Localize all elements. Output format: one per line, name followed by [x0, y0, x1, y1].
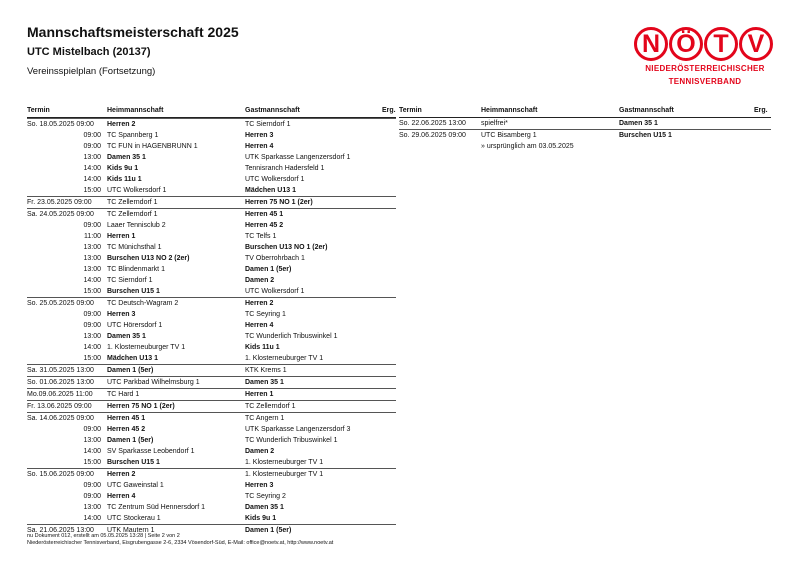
- cell-home: TC Münichsthal 1: [107, 244, 162, 251]
- cell-home: UTC Hörersdorf 1: [107, 322, 163, 329]
- cell-term: 14:00: [83, 165, 101, 172]
- cell-home: Herren 1: [107, 233, 136, 240]
- cell-term: 09:00: [83, 132, 101, 139]
- table-row: [399, 129, 771, 141]
- cell-guest: TC Seyring 2: [245, 493, 286, 500]
- cell-home: » ursprünglich am 03.05.2025: [481, 143, 574, 150]
- col-header-result: Erg.: [754, 107, 768, 114]
- cell-guest: Burschen U13 NO 1 (2er): [245, 244, 328, 251]
- cell-guest: 1. Klosterneuburger TV 1: [245, 355, 324, 362]
- cell-term: 13:00: [83, 154, 101, 161]
- table-row: [27, 118, 396, 130]
- table-row: [27, 264, 396, 275]
- cell-term: 15:00: [83, 187, 101, 194]
- cell-home: UTC Wolkersdorf 1: [107, 187, 167, 194]
- table-row: [27, 446, 396, 457]
- cell-home: Herren 75 NO 1 (2er): [107, 403, 175, 410]
- schedule-table-left: [27, 105, 396, 536]
- cell-guest: Kids 9u 1: [245, 515, 277, 522]
- cell-guest: TC Angern 1: [245, 415, 285, 422]
- cell-guest: Damen 1 (5er): [245, 266, 292, 273]
- cell-home: Herren 45 2: [107, 426, 146, 433]
- cell-guest: 1. Klosterneuburger TV 1: [245, 459, 324, 466]
- cell-term: 13:00: [83, 333, 101, 340]
- table-row: [27, 388, 396, 400]
- cell-home: UTC Stockerau 1: [107, 515, 161, 522]
- cell-guest: TC Seyring 1: [245, 311, 286, 318]
- cell-home: Damen 1 (5er): [107, 367, 154, 374]
- cell-term: 09:00: [83, 311, 101, 318]
- cell-guest: Herren 4: [245, 322, 274, 329]
- cell-home: 1. Klosterneuburger TV 1: [107, 344, 186, 351]
- cell-home: TC Zentrum Süd Hennersdorf 1: [107, 504, 206, 511]
- cell-home: TC Sierndorf 1: [107, 277, 153, 284]
- cell-home: TC Zellerndorf 1: [107, 199, 158, 206]
- cell-home: TC FUN in HAGENBRUNN 1: [107, 143, 198, 150]
- cell-term: 15:00: [83, 288, 101, 295]
- table-row: [27, 513, 396, 524]
- cell-term: 09:00: [83, 493, 101, 500]
- cell-term: So. 22.06.2025 13:00: [399, 120, 466, 127]
- cell-term: 13:00: [83, 504, 101, 511]
- cell-home: TC Blindenmarkt 1: [107, 266, 165, 273]
- cell-guest: Damen 35 1: [619, 120, 658, 127]
- cell-term: Mo.09.06.2025 11:00: [27, 391, 93, 398]
- cell-home: UTC Bisamberg 1: [481, 132, 537, 139]
- cell-home: Kids 11u 1: [107, 176, 142, 183]
- cell-guest: Damen 1 (5er): [245, 527, 292, 534]
- cell-term: 14:00: [83, 515, 101, 522]
- cell-term: 09:00: [83, 143, 101, 150]
- cell-guest: Herren 3: [245, 132, 274, 139]
- schedule-table-right: [399, 105, 771, 152]
- cell-guest: TC Telfs 1: [245, 233, 277, 240]
- cell-term: So. 15.06.2025 09:00: [27, 471, 94, 478]
- cell-home: UTC Gaweinstal 1: [107, 482, 164, 489]
- cell-guest: KTK Krems 1: [245, 367, 287, 374]
- col-header-guest: Gastmannschaft: [619, 107, 674, 114]
- table-row: [27, 412, 396, 424]
- cell-guest: Kids 11u 1: [245, 344, 280, 351]
- cell-home: Herren 2: [107, 121, 136, 128]
- cell-guest: TV Oberrohrbach 1: [245, 255, 305, 262]
- cell-home: Kids 9u 1: [107, 165, 139, 172]
- cell-term: Sa. 14.06.2025 09:00: [27, 415, 94, 422]
- cell-term: So. 18.05.2025 09:00: [27, 121, 94, 128]
- logo-letter: N: [634, 27, 668, 61]
- table-row: [27, 152, 396, 163]
- cell-guest: Herren 75 NO 1 (2er): [245, 199, 313, 206]
- table-row: [27, 457, 396, 468]
- cell-home: TC Deutsch-Wagram 2: [107, 300, 179, 307]
- cell-guest: UTC Wolkersdorf 1: [245, 288, 305, 295]
- cell-term: 15:00: [83, 355, 101, 362]
- cell-home: Damen 35 1: [107, 333, 146, 340]
- col-header-home: Heimmannschaft: [107, 107, 164, 114]
- cell-term: Fr. 23.05.2025 09:00: [27, 199, 92, 206]
- cell-home: Damen 1 (5er): [107, 437, 154, 444]
- logo-letter: T: [704, 27, 738, 61]
- page-title: Mannschaftsmeisterschaft 2025: [27, 24, 239, 40]
- table-header: [27, 105, 396, 118]
- table-row: [27, 400, 396, 412]
- cell-home: UTC Parkbad Wilhelmsburg 1: [107, 379, 200, 386]
- table-row: [27, 491, 396, 502]
- cell-term: Sa. 24.05.2025 09:00: [27, 211, 94, 218]
- cell-term: So. 29.06.2025 09:00: [399, 132, 466, 139]
- cell-term: 14:00: [83, 344, 101, 351]
- cell-term: 09:00: [83, 426, 101, 433]
- table-row: [27, 468, 396, 480]
- cell-term: 13:00: [83, 255, 101, 262]
- cell-term: Fr. 13.06.2025 09:00: [27, 403, 92, 410]
- cell-home: Laaer Tennisclub 2: [107, 222, 166, 229]
- cell-home: spielfrei*: [481, 120, 508, 127]
- col-header-term: Termin: [27, 107, 50, 114]
- col-header-term: Termin: [399, 107, 422, 114]
- cell-home: UTK Mautern 1: [107, 527, 155, 534]
- table-row: [399, 141, 771, 152]
- cell-guest: Damen 2: [245, 277, 275, 284]
- noetv-logo: [634, 27, 776, 87]
- cell-home: TC Spannberg 1: [107, 132, 159, 139]
- col-header-result: Erg.: [382, 107, 396, 114]
- cell-term: So. 25.05.2025 09:00: [27, 300, 94, 307]
- cell-guest: TC Sierndorf 1: [245, 121, 291, 128]
- cell-guest: UTC Wolkersdorf 1: [245, 176, 305, 183]
- table-row: [27, 376, 396, 388]
- cell-term: 11:00: [84, 233, 101, 240]
- table-row: [27, 331, 396, 342]
- table-row: [27, 174, 396, 185]
- footer-document-info: nu Dokument 012, erstellt am 05.05.2025 13:28 | Seite 2 von 2: [27, 533, 180, 539]
- cell-term: 14:00: [83, 448, 101, 455]
- table-row: [27, 253, 396, 264]
- cell-home: TC Zellerndorf 1: [107, 211, 158, 218]
- cell-home: SV Sparkasse Leobendorf 1: [107, 448, 195, 455]
- table-row: [27, 364, 396, 376]
- cell-term: 13:00: [83, 266, 101, 273]
- table-row: [27, 196, 396, 208]
- table-body: [27, 118, 396, 536]
- table-row: [27, 342, 396, 353]
- table-row: [27, 297, 396, 309]
- table-row: [27, 275, 396, 286]
- cell-term: 14:00: [83, 176, 101, 183]
- cell-guest: Burschen U15 1: [619, 132, 672, 139]
- table-row: [27, 502, 396, 513]
- table-row: [27, 231, 396, 242]
- cell-guest: Tennisranch Hadersfeld 1: [245, 165, 325, 172]
- cell-home: Herren 45 1: [107, 415, 146, 422]
- cell-term: 14:00: [83, 277, 101, 284]
- cell-guest: Herren 45 2: [245, 222, 284, 229]
- table-row: [27, 220, 396, 231]
- cell-term: 09:00: [83, 222, 101, 229]
- cell-home: Mädchen U13 1: [107, 355, 158, 362]
- cell-guest: Damen 35 1: [245, 504, 284, 511]
- table-row: [27, 208, 396, 220]
- cell-guest: Herren 1: [245, 391, 274, 398]
- table-row: [27, 130, 396, 141]
- cell-term: So. 01.06.2025 13:00: [27, 379, 94, 386]
- col-header-home: Heimmannschaft: [481, 107, 538, 114]
- logo-letter: V: [739, 27, 773, 61]
- cell-home: Herren 4: [107, 493, 136, 500]
- cell-guest: TC Wunderlich Tribuswinkel 1: [245, 333, 338, 340]
- logo-letter: Ö: [669, 27, 703, 61]
- logo-letters: [634, 27, 776, 61]
- table-row: [27, 320, 396, 331]
- cell-guest: Herren 45 1: [245, 211, 284, 218]
- cell-guest: Herren 3: [245, 482, 274, 489]
- cell-home: Burschen U15 1: [107, 459, 160, 466]
- cell-term: Sa. 21.06.2025 13:00: [27, 527, 94, 534]
- table-row: [27, 141, 396, 152]
- cell-term: 09:00: [83, 482, 101, 489]
- table-row: [27, 424, 396, 435]
- footer-address: Niederösterreichischer Tennisverband, Eisgrubengasse 2-6, 2334 Vösendorf-Süd, E-Mail: office@noetv.at, http://www.noetv.at: [27, 540, 334, 546]
- cell-guest: TC Zellerndorf 1: [245, 403, 296, 410]
- logo-text-line2: TENNISVERBAND: [668, 77, 742, 86]
- cell-term: 13:00: [83, 437, 101, 444]
- cell-guest: UTK Sparkasse Langenzersdorf 3: [245, 426, 351, 433]
- cell-guest: Herren 2: [245, 300, 274, 307]
- logo-text-line1: NIEDERÖSTERREICHISCHER: [645, 64, 765, 73]
- cell-guest: Damen 2: [245, 448, 275, 455]
- table-row: [27, 185, 396, 196]
- cell-term: Sa. 31.05.2025 13:00: [27, 367, 94, 374]
- col-header-guest: Gastmannschaft: [245, 107, 300, 114]
- cell-home: Herren 3: [107, 311, 136, 318]
- page-footer: [27, 533, 333, 547]
- table-row: [27, 480, 396, 491]
- cell-home: Burschen U15 1: [107, 288, 160, 295]
- cell-guest: Mädchen U13 1: [245, 187, 296, 194]
- cell-guest: TC Wunderlich Tribuswinkel 1: [245, 437, 338, 444]
- table-body: [399, 118, 771, 152]
- cell-guest: Damen 35 1: [245, 379, 284, 386]
- table-row: [27, 353, 396, 364]
- table-row: [27, 286, 396, 297]
- table-row: [27, 163, 396, 174]
- table-row: [27, 242, 396, 253]
- table-header: [399, 105, 771, 118]
- table-row: [27, 309, 396, 320]
- cell-home: Damen 35 1: [107, 154, 146, 161]
- cell-guest: Herren 4: [245, 143, 274, 150]
- table-row: [27, 435, 396, 446]
- table-row: [399, 118, 771, 129]
- cell-term: 15:00: [83, 459, 101, 466]
- cell-term: 13:00: [83, 244, 101, 251]
- cell-guest: UTK Sparkasse Langenzersdorf 1: [245, 154, 351, 161]
- cell-home: Herren 2: [107, 471, 136, 478]
- page-subtitle: Vereinsspielplan (Fortsetzung): [27, 66, 156, 77]
- cell-term: 09:00: [83, 322, 101, 329]
- club-name: UTC Mistelbach (20137): [27, 46, 151, 58]
- cell-home: TC Hard 1: [107, 391, 140, 398]
- cell-home: Burschen U13 NO 2 (2er): [107, 255, 190, 262]
- cell-guest: 1. Klosterneuburger TV 1: [245, 471, 324, 478]
